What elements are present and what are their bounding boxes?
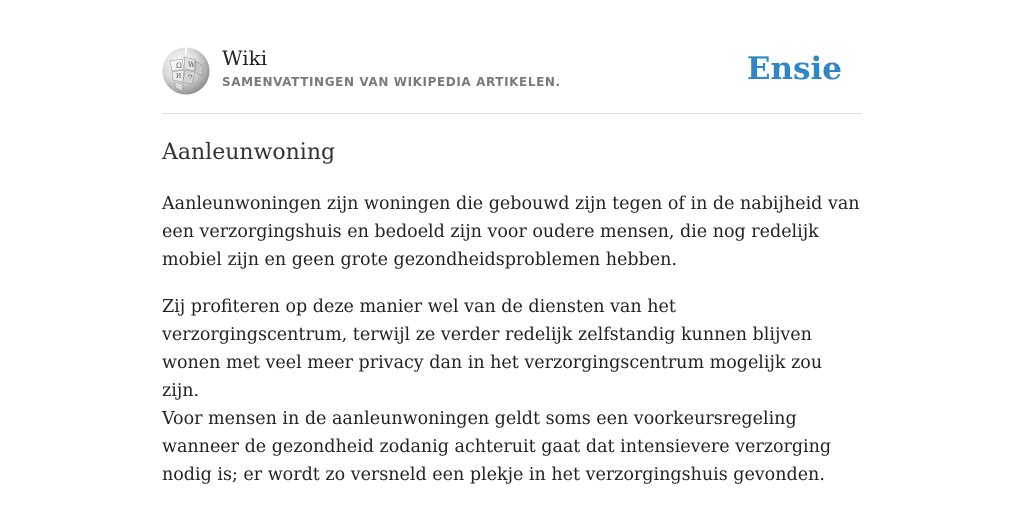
- page: [162, 0, 862, 485]
- site-title[interactable]: Wiki: [222, 46, 268, 70]
- site-header: [162, 0, 862, 114]
- article-paragraph: Zij profiteren op deze manier wel van de diensten van het verzorgingscentrum, terwijl ze verder redelijk zelfstandig kunnen blijven wonen met veel meer privacy dan in het verzorgingscentrum mogelijk zou zijn.: [162, 297, 823, 401]
- article-paragraph: Voor mensen in de aanleunwoningen geldt soms een voorkeursregeling wanneer de gezondheid zodanig achteruit gaat dat intensievere verzorging nodig is; er wordt zo versneld een plekje in het verzorgingshuis gevonden.: [162, 409, 832, 485]
- svg-text:Ω: Ω: [176, 62, 182, 70]
- svg-text:И: И: [176, 73, 182, 80]
- wikipedia-globe-icon[interactable]: [162, 47, 210, 95]
- article-paragraph: Aanleunwoningen zijn woningen die gebouwd zijn tegen of in de nabijheid van een verzorgingshuis en bedoeld zijn voor oudere mensen, die nog redelijk mobiel zijn en geen grote gezondheidsproblemen hebben.: [162, 194, 860, 270]
- svg-text:ウ: ウ: [187, 74, 194, 81]
- globe-graphic: [162, 47, 210, 95]
- brand-logo-link[interactable]: Ensie: [746, 51, 842, 87]
- svg-text:W: W: [188, 61, 196, 69]
- article-title: Aanleunwoning: [162, 140, 336, 165]
- site-tagline: SAMENVATTINGEN VAN WIKIPEDIA ARTIKELEN.: [222, 75, 561, 89]
